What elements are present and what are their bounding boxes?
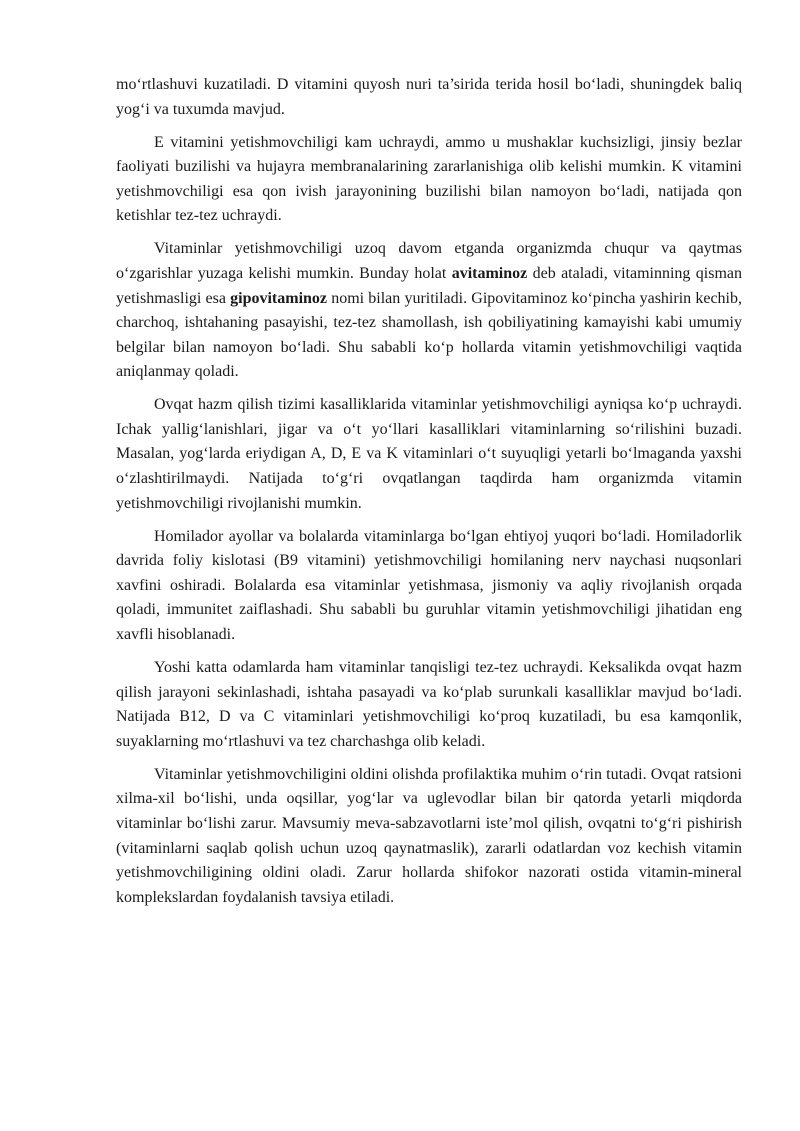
paragraph-elderly [116,656,742,754]
paragraph-text: Ovqat hazm qilish tizimi kasalliklarida vitaminlar yetishmovchiligi ayniqsa ko‘p uchraydi. Ichak yallig‘lanishlari, jigar va o‘t yo‘llari kasalliklari vitaminlarning so‘rilishini buzadi. Masalan, yog‘larda eriydigan A, D, E va K vitaminlari o‘t suyuqligi yetarli bo‘lmaganda yaxshi o‘zlashtirilmaydi. Natijada to‘g‘ri ovqatlangan taqdirda ham organizmda vitamin yetishmovchiligi rivojlanishi mumkin. [116,396,742,512]
paragraph-prevention [116,763,742,911]
paragraph-text: mo‘rtlashuvi kuzatiladi. D vitamini quyosh nuri ta’sirida terida hosil bo‘ladi, shuningdek baliq yog‘i va tuxumda mavjud. [116,76,742,118]
paragraph-text: nomi bilan yuritiladi. Gipovitaminoz ko‘pincha yashirin kechib, charchoq, ishtahaning pasayishi, tez-tez shamollash, ish qobiliyatining kamayishi kabi umumiy belgilar bilan namoyon bo‘ladi. Shu sababli ko‘p hollarda vitamin yetishmovchiligi vaqtida aniqlanmay qoladi. [116,289,742,381]
paragraph-text: Vitaminlar yetishmovchiligi uzoq davom etganda organizmda chuqur va qaytmas o‘zgarishlar yuzaga kelishi mumkin. Bunday holat [116,240,742,282]
paragraph-vitamin-e-k [116,131,742,229]
document-page [116,73,742,919]
paragraph-vitamin-d [116,73,742,122]
paragraph-digestive-diseases [116,393,742,516]
paragraph-avitaminosis [116,237,742,385]
paragraph-pregnancy-children [116,525,742,648]
paragraph-text: Homilador ayollar va bolalarda vitaminlarga bo‘lgan ehtiyoj yuqori bo‘ladi. Homiladorlik davrida foliy kislotasi (B9 vitamini) yetishmovchiligi homilaning nerv naychasi nuqsonlari xavfini oshiradi. Bolalarda esa vitaminlar yetishmasa, jismoniy va aqliy rivojlanish orqada qoladi, immunitet zaiflashadi. Shu sababli bu guruhlar vitamin yetishmovchiligi jihatidan eng xavfli hisoblanadi. [116,527,742,644]
paragraph-text: Yoshi katta odamlarda ham vitaminlar tanqisligi tez-tez uchraydi. Keksalikda ovqat hazm qilish jarayoni sekinlashadi, ishtaha pasayadi va ko‘plab surunkali kasalliklar mavjud bo‘ladi. Natijada B12, D va C vitaminlari yetishmovchiligi ko‘proq kuzatiladi, bu esa kamqonlik, suyaklarning mo‘rtlashuvi va tez charchashga olib keladi. [116,659,742,750]
paragraph-text: Vitaminlar yetishmovchiligini oldini olishda profilaktika muhim o‘rin tutadi. Ovqat ratsioni xilma-xil bo‘lishi, unda oqsillar, yog‘lar va uglevodlar bilan bir qatorda yetarli miqdorda vitaminlar bo‘lishi zarur. Mavsumiy meva-sabzavotlarni iste’mol qilish, ovqatni to‘g‘ri pishirish (vitaminlarni saqlab qolish uchun uzoq qaynatmaslik), zararli odatlardan voz kechish vitamin yetishmovchiligining oldini oladi. Zarur hollarda shifokor nazorati ostida vitamin-mineral komplekslardan foydalanish tavsiya etiladi. [116,765,742,906]
paragraph-text: deb ataladi, vitaminning qisman yetishmasligi esa [116,264,742,307]
paragraph-text: E vitamini yetishmovchiligi kam uchraydi, ammo u mushaklar kuchsizligi, jinsiy bezlar faoliyati buzilishi va hujayra membranalarining zararlanishiga olib kelishi mumkin. K vitamini yetishmovchiligi esa qon ivish jarayonining buzilishi bilan namoyon bo‘ladi, natijada qon ketishlar tez-tez uchraydi. [116,133,742,225]
term-gipovitaminoz: gipovitaminoz [230,289,328,307]
term-avitaminoz: avitaminoz [451,264,528,282]
